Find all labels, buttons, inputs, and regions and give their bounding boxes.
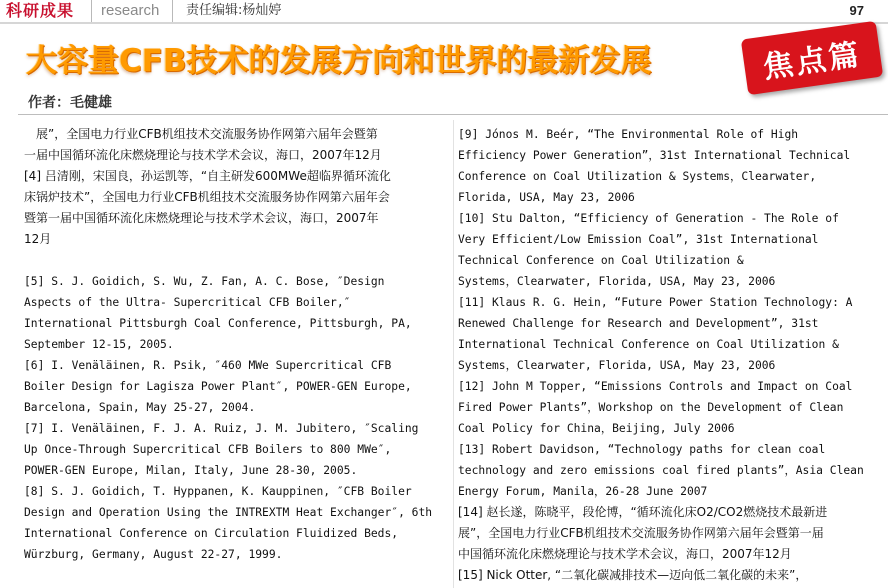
reference-line: Systems，Clearwater, Florida, USA, May 23, 2006 [458, 275, 776, 288]
reference-line: Efficiency Power Generation”，31st International Technical [458, 149, 851, 162]
reference-line: Fired Power Plants”，Workshop on the Development of Clean [458, 401, 844, 414]
reference-line: Systems，Clearwater, Florida, USA, May 23, 2006 [458, 359, 776, 372]
page-header [0, 0, 888, 22]
references-right-column [458, 124, 888, 586]
reference-line: Aspects of the Ultra- Supercritical CFB Boiler,″ [24, 296, 351, 309]
reference-line: 展”，全国电力行业CFB机组技术交流服务协作网第六届年会暨第一届 [458, 526, 824, 540]
reference-line: [12] John M Topper, “Emissions Controls and Impact on Coal [458, 380, 853, 393]
reference-line: International Pittsburgh Coal Conference, Pittsburgh, PA, [24, 317, 412, 330]
references-left-column [24, 124, 452, 565]
reference-line: 中国循环流化床燃烧理论与技术学术会议，海口，2007年12月 [458, 547, 792, 561]
reference-line: Würzburg, Germany, August 22-27, 1999. [24, 548, 283, 561]
reference-line: [7] I. Venäläinen, F. J. A. Ruiz, J. M. Jubitero, ″Scaling [24, 422, 419, 435]
reference-line: September 12-15, 2005. [24, 338, 174, 351]
reference-line: [15] Nick Otter, “二氧化碳减排技术—迈向低二氧化碳的未来”， [458, 568, 808, 582]
header-rule [0, 22, 888, 24]
header-divider [172, 0, 173, 22]
column-divider [453, 120, 454, 588]
brand-logo: 科研成果 [6, 1, 75, 20]
reference-line: Conference on Coal Utilization & Systems，Clearwater, [458, 170, 817, 183]
reference-line: Up Once-Through Supercritical CFB Boilers to 800 MWe″, [24, 443, 392, 456]
reference-line [24, 250, 452, 271]
reference-line: [14] 赵长遂，陈晓平，段伦博，“循环流化床O2/CO2燃烧技术最新进 [458, 505, 828, 519]
reference-line: [8] S. J. Goidich, T. Hyppanen, K. Kauppinen, ″CFB Boiler [24, 485, 412, 498]
reference-line: 一届中国循环流化床燃烧理论与技术学术会议，海口，2007年12月 [24, 148, 382, 162]
reference-line: [5] S. J. Goidich, S. Wu, Z. Fan, A. C. Bose, ″Design [24, 275, 385, 288]
focus-badge-label: 焦点篇 [761, 37, 864, 86]
reference-line: 床锅炉技术”，全国电力行业CFB机组技术交流服务协作网第六届年会 [24, 190, 390, 204]
reference-line: Design and Operation Using the INTREXTM Heat Exchanger″, 6th [24, 506, 433, 519]
reference-line: [10] Stu Dalton, “Efficiency of Generation - The Role of [458, 212, 839, 225]
reference-line: Technical Conference on Coal Utilization & [458, 254, 744, 267]
reference-line: International Technical Conference on Coal Utilization & [458, 338, 839, 351]
reference-line: POWER-GEN Europe, Milan, Italy, June 28-30, 2005. [24, 464, 358, 477]
editor-credit: 责任编辑:杨灿婷 [186, 3, 282, 18]
title-rule [18, 114, 888, 115]
focus-badge [741, 21, 883, 95]
section-label: research [101, 2, 160, 19]
reference-line: 展”，全国电力行业CFB机组技术交流服务协作网第六届年会暨第 [24, 127, 378, 141]
article-title: 大容量CFB技术的发展方向和世界的最新发展 [26, 43, 652, 79]
author-line: 作者：毛健雄 [28, 95, 112, 111]
reference-line: technology and zero emissions coal fired plants”，Asia Clean [458, 464, 864, 477]
reference-line: [9] Jónos M. Beér, “The Environmental Role of High [458, 128, 799, 141]
page-number: 97 [849, 3, 864, 18]
reference-line: Renewed Challenge for Research and Development”, 31st [458, 317, 819, 330]
reference-line: [4] 吕清刚，宋国良，孙运凯等，“自主研发600MWe超临界循环流化 [24, 169, 391, 183]
reference-line: Boiler Design for Lagisza Power Plant″, POWER-GEN Europe, [24, 380, 412, 393]
reference-line: [11] Klaus R. G. Hein, “Future Power Station Technology: A [458, 296, 853, 309]
reference-line: Barcelona, Spain, May 25-27, 2004. [24, 401, 256, 414]
reference-line: Energy Forum, Manila，26-28 June 2007 [458, 485, 708, 498]
reference-line: [6] I. Venäläinen, R. Psik, ″460 MWe Supercritical CFB [24, 359, 392, 372]
reference-line: Very Efficient/Low Emission Coal”, 31st International [458, 233, 819, 246]
header-divider [91, 0, 92, 22]
reference-line: [13] Robert Davidson, “Technology paths for clean coal [458, 443, 826, 456]
reference-line: Florida, USA, May 23, 2006 [458, 191, 635, 204]
reference-line: 暨第一届中国循环流化床燃烧理论与技术学术会议，海口，2007年 [24, 211, 379, 225]
reference-line: Coal Policy for China，Beijing, July 2006 [458, 422, 735, 435]
reference-line: 12月 [24, 232, 52, 246]
reference-line: International Conference on Circulation Fluidized Beds, [24, 527, 399, 540]
